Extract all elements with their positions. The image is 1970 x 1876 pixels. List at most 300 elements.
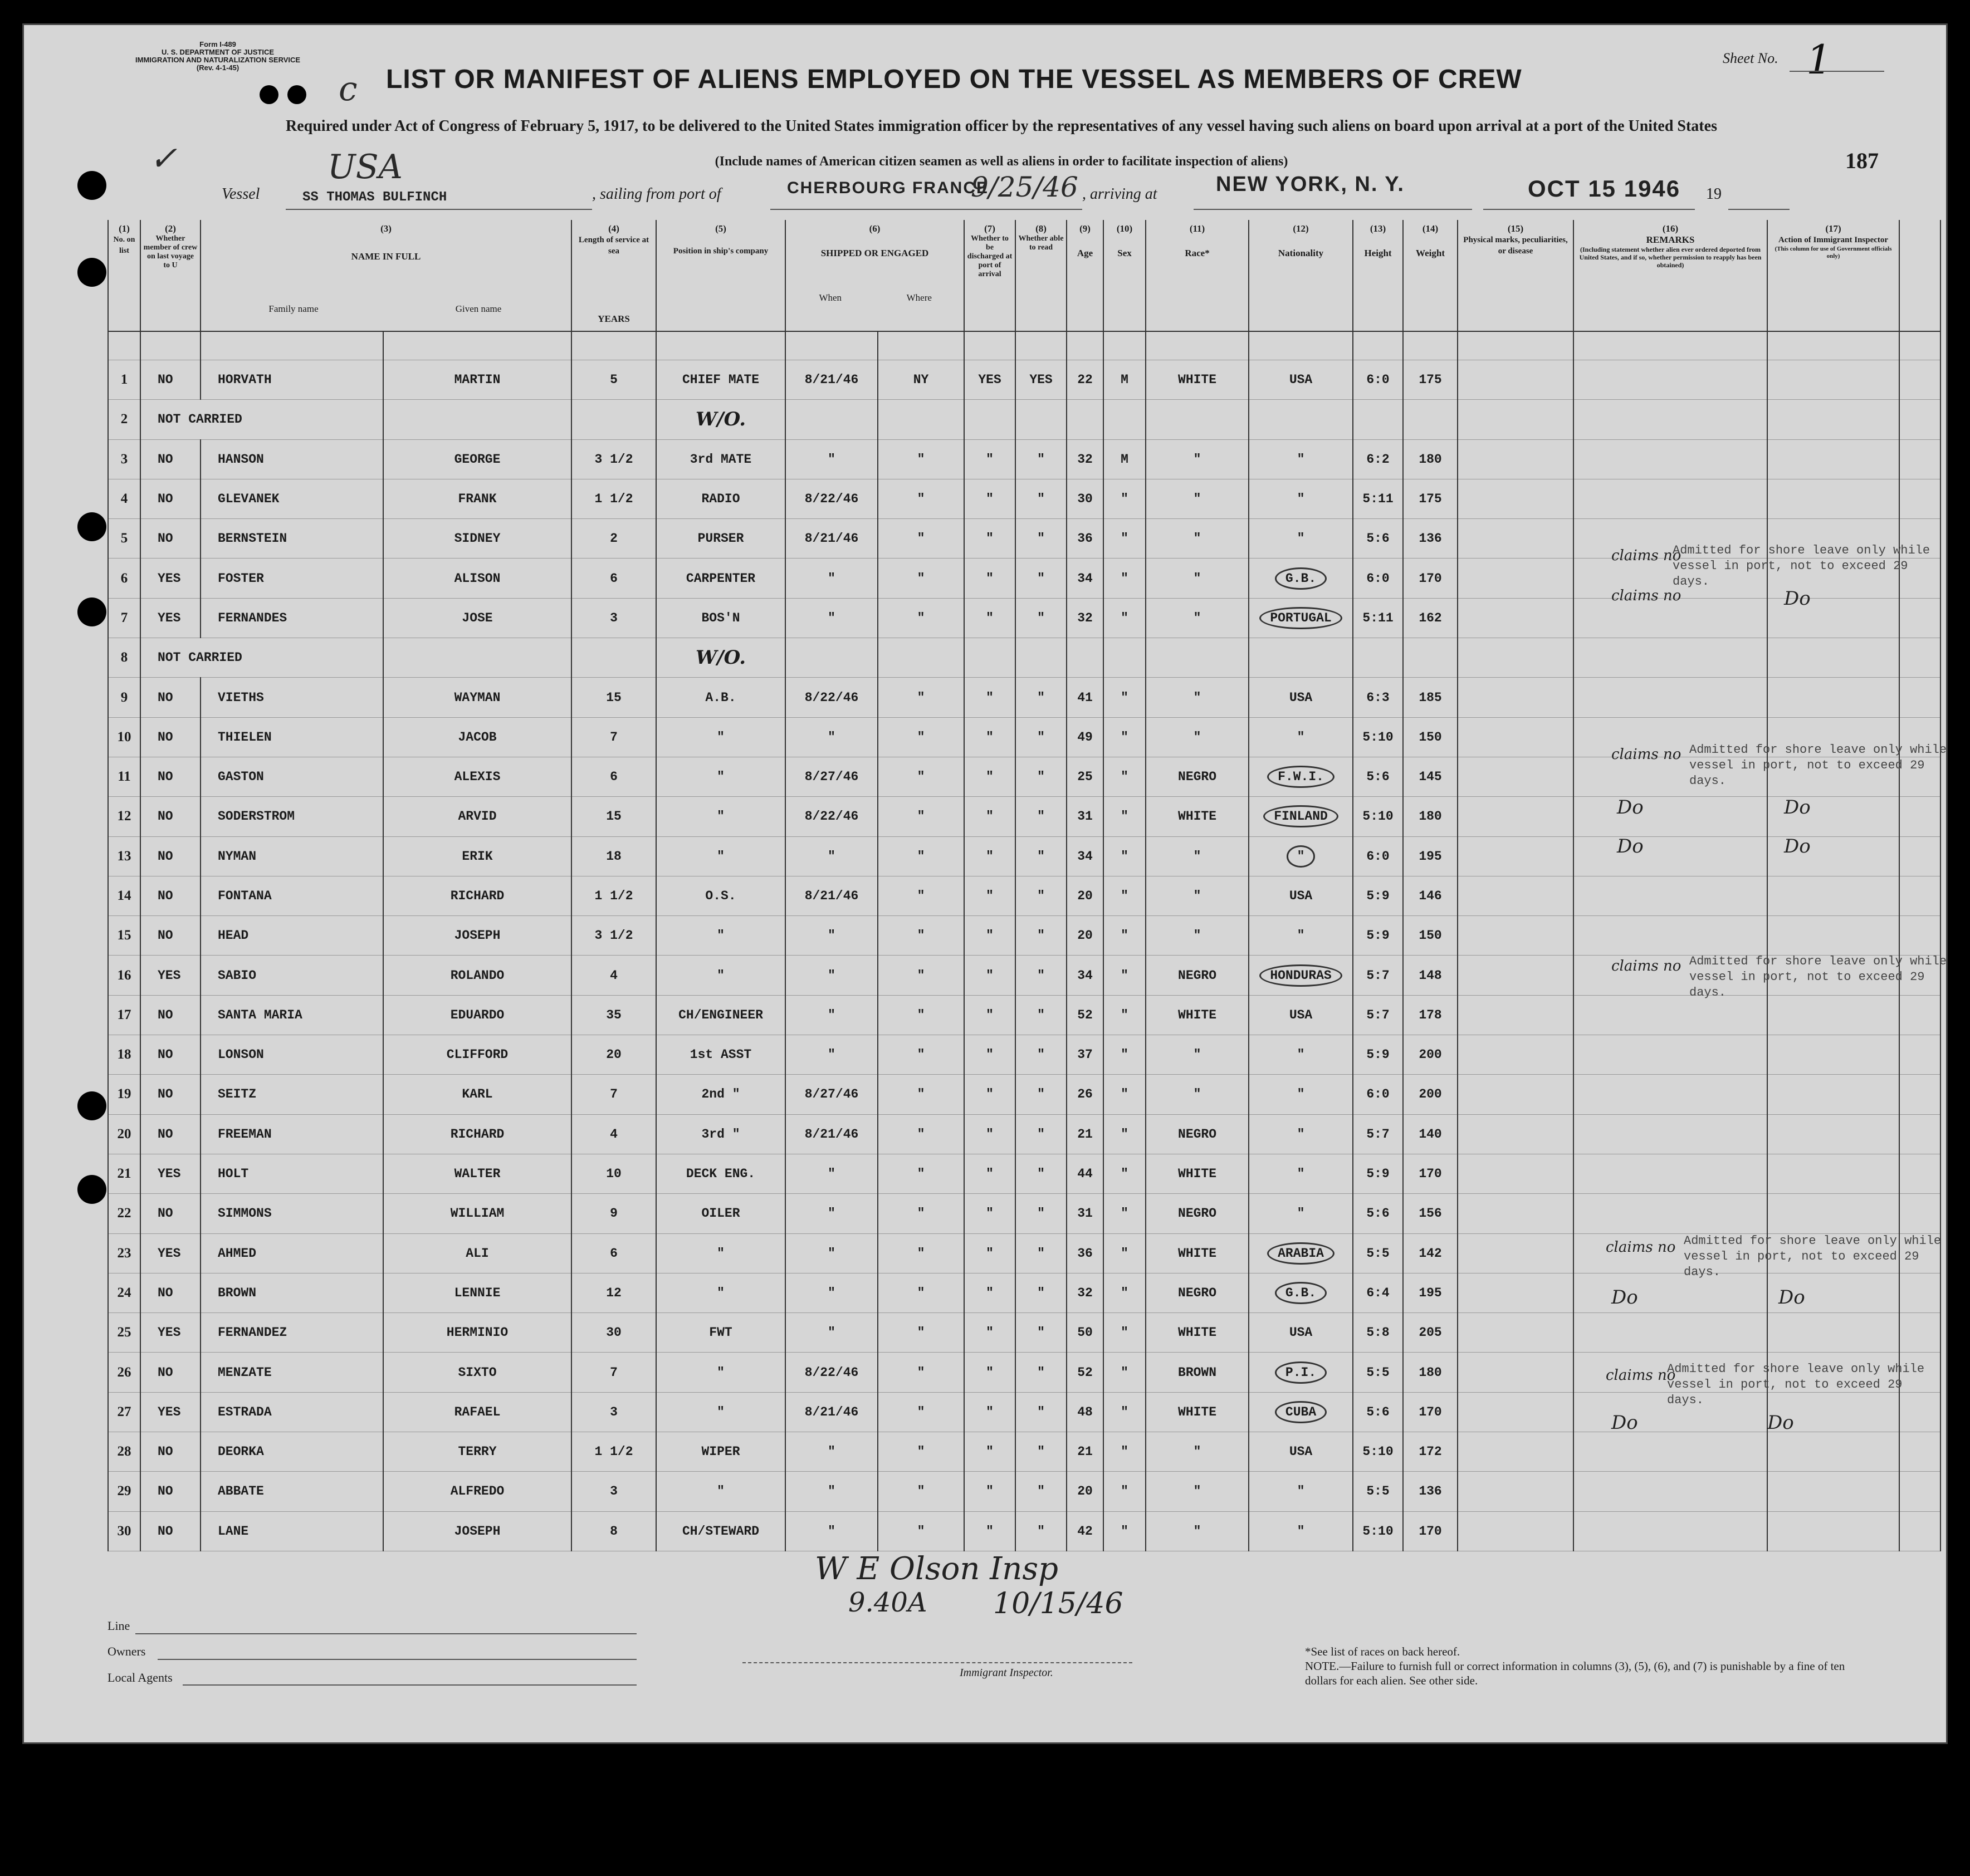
cell-position: OILER: [656, 1194, 785, 1233]
cell-given: WALTER: [383, 1154, 571, 1193]
cell-sex: M: [1103, 360, 1146, 400]
cell-weight: 175: [1403, 479, 1458, 518]
cell-no: 21: [108, 1154, 140, 1193]
cell-position: 3rd MATE: [656, 439, 785, 479]
cell-prev: NO: [140, 757, 201, 796]
cell-empty: [1573, 1194, 1767, 1233]
cell-family: NYMAN: [201, 836, 383, 876]
cell-age: 21: [1067, 1432, 1103, 1472]
cell-given: ERIK: [383, 836, 571, 876]
cell-sex: ": [1103, 479, 1146, 518]
cell-given: [383, 400, 571, 439]
cell-where: [878, 400, 964, 439]
cell-where: ": [878, 1472, 964, 1511]
cell-disch: ": [964, 1511, 1015, 1551]
cell-nat: FINLAND: [1249, 797, 1353, 836]
cell-weight: 150: [1403, 916, 1458, 956]
cell-empty: [1899, 598, 1940, 638]
cell-sex: ": [1103, 757, 1146, 796]
cell-service: 15: [571, 797, 656, 836]
cell-family: FOSTER: [201, 559, 383, 598]
cell-height: 5:11: [1353, 598, 1403, 638]
remark-ditto-13b: Do: [1784, 835, 1811, 858]
cell-nat: ": [1249, 717, 1353, 757]
cell-service: 3 1/2: [571, 916, 656, 956]
cell-empty: [1458, 876, 1573, 915]
cell-height: 5:5: [1353, 1472, 1403, 1511]
cell-disch: ": [964, 598, 1015, 638]
cell-service: 8: [571, 1511, 656, 1551]
cell-empty: [1573, 1511, 1767, 1551]
manifest-sheet: [22, 23, 1948, 1744]
cell-age: 34: [1067, 956, 1103, 995]
table-row: [108, 479, 1940, 518]
cell-when: 8/27/46: [785, 1075, 878, 1114]
cell-read: ": [1015, 1511, 1067, 1551]
cell-race: ": [1146, 598, 1249, 638]
year-suffix: 19: [1706, 185, 1722, 203]
cell-nat: USA: [1249, 995, 1353, 1035]
cell-age: 37: [1067, 1035, 1103, 1075]
cell-empty: [1899, 876, 1940, 915]
cell-where: ": [878, 757, 964, 796]
cell-read: ": [1015, 559, 1067, 598]
table-row: [108, 400, 1940, 439]
cell-service: 15: [571, 678, 656, 717]
cell-no: 20: [108, 1114, 140, 1154]
cell-where: ": [878, 1114, 964, 1154]
cell-disch: ": [964, 1114, 1015, 1154]
cell-race: ": [1146, 678, 1249, 717]
table-row: [108, 1194, 1940, 1233]
cell-age: 34: [1067, 836, 1103, 876]
sheet-no-label: Sheet No.: [1723, 50, 1778, 66]
cell-empty: [1458, 1353, 1573, 1392]
cell-height: 6:2: [1353, 439, 1403, 479]
cell-when: ": [785, 916, 878, 956]
arrival-date: OCT 15 1946: [1528, 175, 1681, 202]
cell-weight: 195: [1403, 1273, 1458, 1312]
cell-service: 30: [571, 1313, 656, 1353]
cell-prev: NO: [140, 1035, 201, 1075]
remark-claims-6: claims no: [1611, 547, 1681, 564]
cell-race: ": [1146, 836, 1249, 876]
cell-no: 27: [108, 1392, 140, 1432]
cell-empty: [1767, 916, 1899, 956]
cell-service: 6: [571, 1233, 656, 1273]
cell-family: BERNSTEIN: [201, 519, 383, 559]
cell-height: 5:11: [1353, 479, 1403, 518]
cell-given: HERMINIO: [383, 1313, 571, 1353]
cell-empty: [1458, 1392, 1573, 1432]
cell-disch: ": [964, 797, 1015, 836]
table-row: [108, 836, 1940, 876]
cell-race: WHITE: [1146, 995, 1249, 1035]
cell-when: ": [785, 439, 878, 479]
cell-empty: [1767, 995, 1899, 1035]
cell-read: ": [1015, 1233, 1067, 1273]
cell-race: ": [1146, 519, 1249, 559]
cell-weight: 150: [1403, 717, 1458, 757]
cell-disch: ": [964, 519, 1015, 559]
cell-age: 31: [1067, 1194, 1103, 1233]
cell-empty: [1899, 995, 1940, 1035]
cell-empty: [1767, 1472, 1899, 1511]
cell-no: 29: [108, 1472, 140, 1511]
cell-no: 19: [108, 1075, 140, 1114]
cell-age: 52: [1067, 1353, 1103, 1392]
cell-prev: NO: [140, 1472, 201, 1511]
cell-sex: ": [1103, 1154, 1146, 1193]
cell-sex: ": [1103, 678, 1146, 717]
cell-race: NEGRO: [1146, 1114, 1249, 1154]
cell-age: 36: [1067, 1233, 1103, 1273]
cell-empty: [1573, 876, 1767, 915]
col-read: (8) Whether able to read: [1015, 220, 1067, 331]
cell-empty: [1899, 638, 1940, 678]
cell-prev: NO: [140, 876, 201, 915]
cell-where: ": [878, 559, 964, 598]
signature-time: 9.40A: [848, 1587, 927, 1618]
cell-service: 7: [571, 1075, 656, 1114]
cell-disch: ": [964, 995, 1015, 1035]
cell-height: 6:0: [1353, 836, 1403, 876]
cell-nat: ": [1249, 1035, 1353, 1075]
cell-race: WHITE: [1146, 1233, 1249, 1273]
cell-service: 3: [571, 1472, 656, 1511]
cell-read: ": [1015, 995, 1067, 1035]
cell-no: 17: [108, 995, 140, 1035]
page-number: 187: [1845, 148, 1879, 173]
cell-prev: YES: [140, 1233, 201, 1273]
cell-weight: 180: [1403, 1353, 1458, 1392]
cell-height: 5:9: [1353, 1154, 1403, 1193]
table-row: [108, 1075, 1940, 1114]
cell-no: 13: [108, 836, 140, 876]
cell-sex: ": [1103, 519, 1146, 559]
cell-no: 25: [108, 1313, 140, 1353]
cell-nat: ": [1249, 1472, 1353, 1511]
sailing-label: , sailing from port of: [592, 185, 721, 203]
col-sex: (10) Sex: [1103, 220, 1146, 331]
cell-empty: [1573, 916, 1767, 956]
cell-prev: NO: [140, 1114, 201, 1154]
remark-ditto-24a: Do: [1611, 1286, 1638, 1309]
cell-race: ": [1146, 1472, 1249, 1511]
cell-weight: 175: [1403, 360, 1458, 400]
cell-service: 1 1/2: [571, 479, 656, 518]
remark-ditto-13a: Do: [1617, 835, 1644, 858]
cell-prev: YES: [140, 559, 201, 598]
cell-nat: USA: [1249, 360, 1353, 400]
footer-owners-label: Owners: [107, 1644, 146, 1658]
cell-given: WILLIAM: [383, 1194, 571, 1233]
cell-read: ": [1015, 836, 1067, 876]
cell-given: GEORGE: [383, 439, 571, 479]
cell-service: 10: [571, 1154, 656, 1193]
cell-height: 5:7: [1353, 1114, 1403, 1154]
cell-given: EDUARDO: [383, 995, 571, 1035]
cell-read: ": [1015, 1154, 1067, 1193]
cell-disch: ": [964, 1273, 1015, 1312]
cell-nat: ": [1249, 519, 1353, 559]
cell-given: ALI: [383, 1233, 571, 1273]
cell-empty: [1458, 956, 1573, 995]
cell-age: 26: [1067, 1075, 1103, 1114]
cell-empty: [1767, 400, 1899, 439]
punch-hole: [77, 1175, 106, 1204]
col-margin: [1899, 220, 1940, 331]
cell-read: ": [1015, 678, 1067, 717]
cell-disch: ": [964, 1392, 1015, 1432]
cell-age: 36: [1067, 519, 1103, 559]
cell-service: 9: [571, 1194, 656, 1233]
table-row: [108, 797, 1940, 836]
cell-when: ": [785, 717, 878, 757]
cell-family: SABIO: [201, 956, 383, 995]
cell-sex: ": [1103, 797, 1146, 836]
penalty-note: NOTE.—Failure to furnish full or correct information in columns (3), (5), (6), and (7) is punishable by a fine of ten dollars for each alien. See other side.: [1305, 1659, 1845, 1687]
cell-age: 32: [1067, 1273, 1103, 1312]
cell-empty: [1767, 360, 1899, 400]
cell-when: ": [785, 1511, 878, 1551]
cell-where: ": [878, 1154, 964, 1193]
cell-weight: 136: [1403, 1472, 1458, 1511]
cell-read: ": [1015, 1392, 1067, 1432]
cell-read: ": [1015, 1194, 1067, 1233]
col-where: Where: [906, 292, 932, 303]
cell-race: BROWN: [1146, 1353, 1249, 1392]
cell-given: SIXTO: [383, 1353, 571, 1392]
cell-age: 32: [1067, 439, 1103, 479]
cell-when: ": [785, 956, 878, 995]
cell-given: FRANK: [383, 479, 571, 518]
cell-sex: ": [1103, 717, 1146, 757]
cell-weight: 200: [1403, 1075, 1458, 1114]
cell-height: 6:3: [1353, 678, 1403, 717]
cell-where: ": [878, 598, 964, 638]
cell-race: ": [1146, 559, 1249, 598]
cell-height: 6:0: [1353, 1075, 1403, 1114]
cell-weight: [1403, 638, 1458, 678]
cell-height: 5:7: [1353, 995, 1403, 1035]
cell-read: ": [1015, 1432, 1067, 1472]
cell-weight: 180: [1403, 797, 1458, 836]
cell-nat: G.B.: [1249, 559, 1353, 598]
cell-where: ": [878, 995, 964, 1035]
cell-position: 2nd ": [656, 1075, 785, 1114]
cell-nat: P.I.: [1249, 1353, 1353, 1392]
cell-when: ": [785, 1233, 878, 1273]
cell-height: 5:10: [1353, 717, 1403, 757]
cell-given: JACOB: [383, 717, 571, 757]
vessel-name: SS THOMAS BULFINCH: [302, 190, 447, 205]
cell-nat: ": [1249, 1114, 1353, 1154]
crew-table: [107, 220, 1941, 1551]
cell-service: [571, 638, 656, 678]
header-row: [108, 220, 1940, 331]
cell-age: 21: [1067, 1114, 1103, 1154]
cell-family: THIELEN: [201, 717, 383, 757]
remark-claims-16: claims no: [1611, 958, 1681, 974]
footer-agents-label: Local Agents: [107, 1671, 173, 1684]
cell-weight: 178: [1403, 995, 1458, 1035]
sail-date: 9/25/46: [971, 171, 1078, 203]
table-row: [108, 1472, 1940, 1511]
cell-no: 14: [108, 876, 140, 915]
cell-nat: ": [1249, 439, 1353, 479]
cell-no: 16: [108, 956, 140, 995]
cell-service: 35: [571, 995, 656, 1035]
cell-age: [1067, 400, 1103, 439]
cell-family: LONSON: [201, 1035, 383, 1075]
cell-empty: [1458, 836, 1573, 876]
cell-given: LENNIE: [383, 1273, 571, 1312]
cell-weight: 200: [1403, 1035, 1458, 1075]
cell-service: 4: [571, 1114, 656, 1154]
col-service: (4) Length of service at sea YEARS: [571, 220, 656, 331]
punch-hole: [77, 597, 106, 626]
cell-service: 1 1/2: [571, 876, 656, 915]
remark-ditto-12b: Do: [1784, 796, 1811, 819]
cell-position: ": [656, 1472, 785, 1511]
cell-when: 8/22/46: [785, 678, 878, 717]
cell-age: 31: [1067, 797, 1103, 836]
cell-position: ": [656, 916, 785, 956]
cell-nat: ": [1249, 916, 1353, 956]
cell-height: 5:7: [1353, 956, 1403, 995]
cell-family: VIETHS: [201, 678, 383, 717]
cell-family: FREEMAN: [201, 1114, 383, 1154]
cell-disch: ": [964, 1154, 1015, 1193]
cell-where: ": [878, 956, 964, 995]
cell-given: ALISON: [383, 559, 571, 598]
cell-height: 5:9: [1353, 876, 1403, 915]
cell-empty: [1899, 400, 1940, 439]
punch-hole: [77, 171, 106, 200]
cell-sex: ": [1103, 995, 1146, 1035]
table-row: [108, 1035, 1940, 1075]
cell-given: JOSEPH: [383, 916, 571, 956]
cell-read: ": [1015, 1114, 1067, 1154]
cell-weight: 156: [1403, 1194, 1458, 1233]
table-row: [108, 439, 1940, 479]
cell-empty: [1573, 1035, 1767, 1075]
cell-where: ": [878, 836, 964, 876]
cell-race: ": [1146, 876, 1249, 915]
cell-disch: ": [964, 1035, 1015, 1075]
margin-mark-c: c: [339, 70, 358, 109]
cell-empty: [1767, 1313, 1899, 1353]
cell-age: 25: [1067, 757, 1103, 796]
cell-age: 22: [1067, 360, 1103, 400]
cell-when: 8/22/46: [785, 797, 878, 836]
remark-ditto-12a: Do: [1617, 796, 1644, 819]
cell-read: ": [1015, 717, 1067, 757]
cell-where: ": [878, 1313, 964, 1353]
cell-prev: YES: [140, 956, 201, 995]
col-family-name: Family name: [268, 303, 319, 314]
remark-admitted-11: Admitted for shore leave only while vessel in port, not to exceed 29 days.: [1689, 743, 1947, 788]
cell-race: NEGRO: [1146, 757, 1249, 796]
cell-disch: ": [964, 916, 1015, 956]
cell-when: ": [785, 559, 878, 598]
cell-when: 8/22/46: [785, 479, 878, 518]
cell-disch: ": [964, 956, 1015, 995]
cell-given: ROLANDO: [383, 956, 571, 995]
page-title: LIST OR MANIFEST OF ALIENS EMPLOYED ON THE VESSEL AS MEMBERS OF CREW: [386, 65, 1522, 94]
cell-prev: NO: [140, 1511, 201, 1551]
cell-disch: ": [964, 559, 1015, 598]
cell-race: [1146, 638, 1249, 678]
cell-where: ": [878, 1233, 964, 1273]
cell-empty: [1573, 1154, 1767, 1193]
cell-nat: G.B.: [1249, 1273, 1353, 1312]
cell-family: GASTON: [201, 757, 383, 796]
cell-weight: 148: [1403, 956, 1458, 995]
cell-weight: 170: [1403, 559, 1458, 598]
cell-age: 41: [1067, 678, 1103, 717]
cell-empty: [1458, 519, 1573, 559]
table-row: [108, 1114, 1940, 1154]
subtitle: Required under Act of Congress of February 5, 1917, to be delivered to the United States immigration officer by the representatives of any vessel having such aliens on board upon arrival at a port of the United States: [286, 117, 1717, 135]
cell-empty: [1899, 360, 1940, 400]
cell-height: 5:10: [1353, 1511, 1403, 1551]
cell-family: DEORKA: [201, 1432, 383, 1472]
cell-family: FERNANDEZ: [201, 1313, 383, 1353]
cell-service: 7: [571, 717, 656, 757]
cell-prev: NO: [140, 360, 201, 400]
vessel-label: Vessel: [222, 185, 260, 203]
cell-read: ": [1015, 1472, 1067, 1511]
cell-disch: ": [964, 1432, 1015, 1472]
cell-position: ": [656, 1273, 785, 1312]
cell-given: WAYMAN: [383, 678, 571, 717]
col-nationality: (12) Nationality: [1249, 220, 1353, 331]
col-height: (13) Height: [1353, 220, 1403, 331]
punch-hole: [77, 512, 106, 541]
cell-disch: [964, 638, 1015, 678]
cell-disch: ": [964, 1313, 1015, 1353]
cell-age: 52: [1067, 995, 1103, 1035]
cell-empty: [1767, 479, 1899, 518]
col-race: (11) Race*: [1146, 220, 1249, 331]
cell-position: CH/STEWARD: [656, 1511, 785, 1551]
cell-height: 5:6: [1353, 1194, 1403, 1233]
cell-disch: ": [964, 439, 1015, 479]
cell-empty: [1458, 598, 1573, 638]
cell-no: 4: [108, 479, 140, 518]
cell-where: ": [878, 1194, 964, 1233]
cell-nat: USA: [1249, 678, 1353, 717]
cell-height: 5:10: [1353, 797, 1403, 836]
subtitle-note: (Include names of American citizen seamen as well as aliens in order to facilitate inspection of aliens): [715, 154, 1288, 169]
cell-empty: [1767, 1511, 1899, 1551]
cell-given: RICHARD: [383, 1114, 571, 1154]
cell-prev: NO: [140, 479, 201, 518]
cell-race: WHITE: [1146, 1313, 1249, 1353]
remark-claims-26: claims no: [1606, 1367, 1676, 1384]
cell-empty: [1458, 916, 1573, 956]
cell-empty: [1899, 916, 1940, 956]
cell-empty: [1458, 1432, 1573, 1472]
cell-sex: ": [1103, 1035, 1146, 1075]
cell-nat: ": [1249, 1075, 1353, 1114]
table-row: [108, 1432, 1940, 1472]
cell-no: 10: [108, 717, 140, 757]
margin-mark-check: ✓: [149, 139, 178, 178]
col-no: (1) No. on list: [108, 220, 140, 331]
